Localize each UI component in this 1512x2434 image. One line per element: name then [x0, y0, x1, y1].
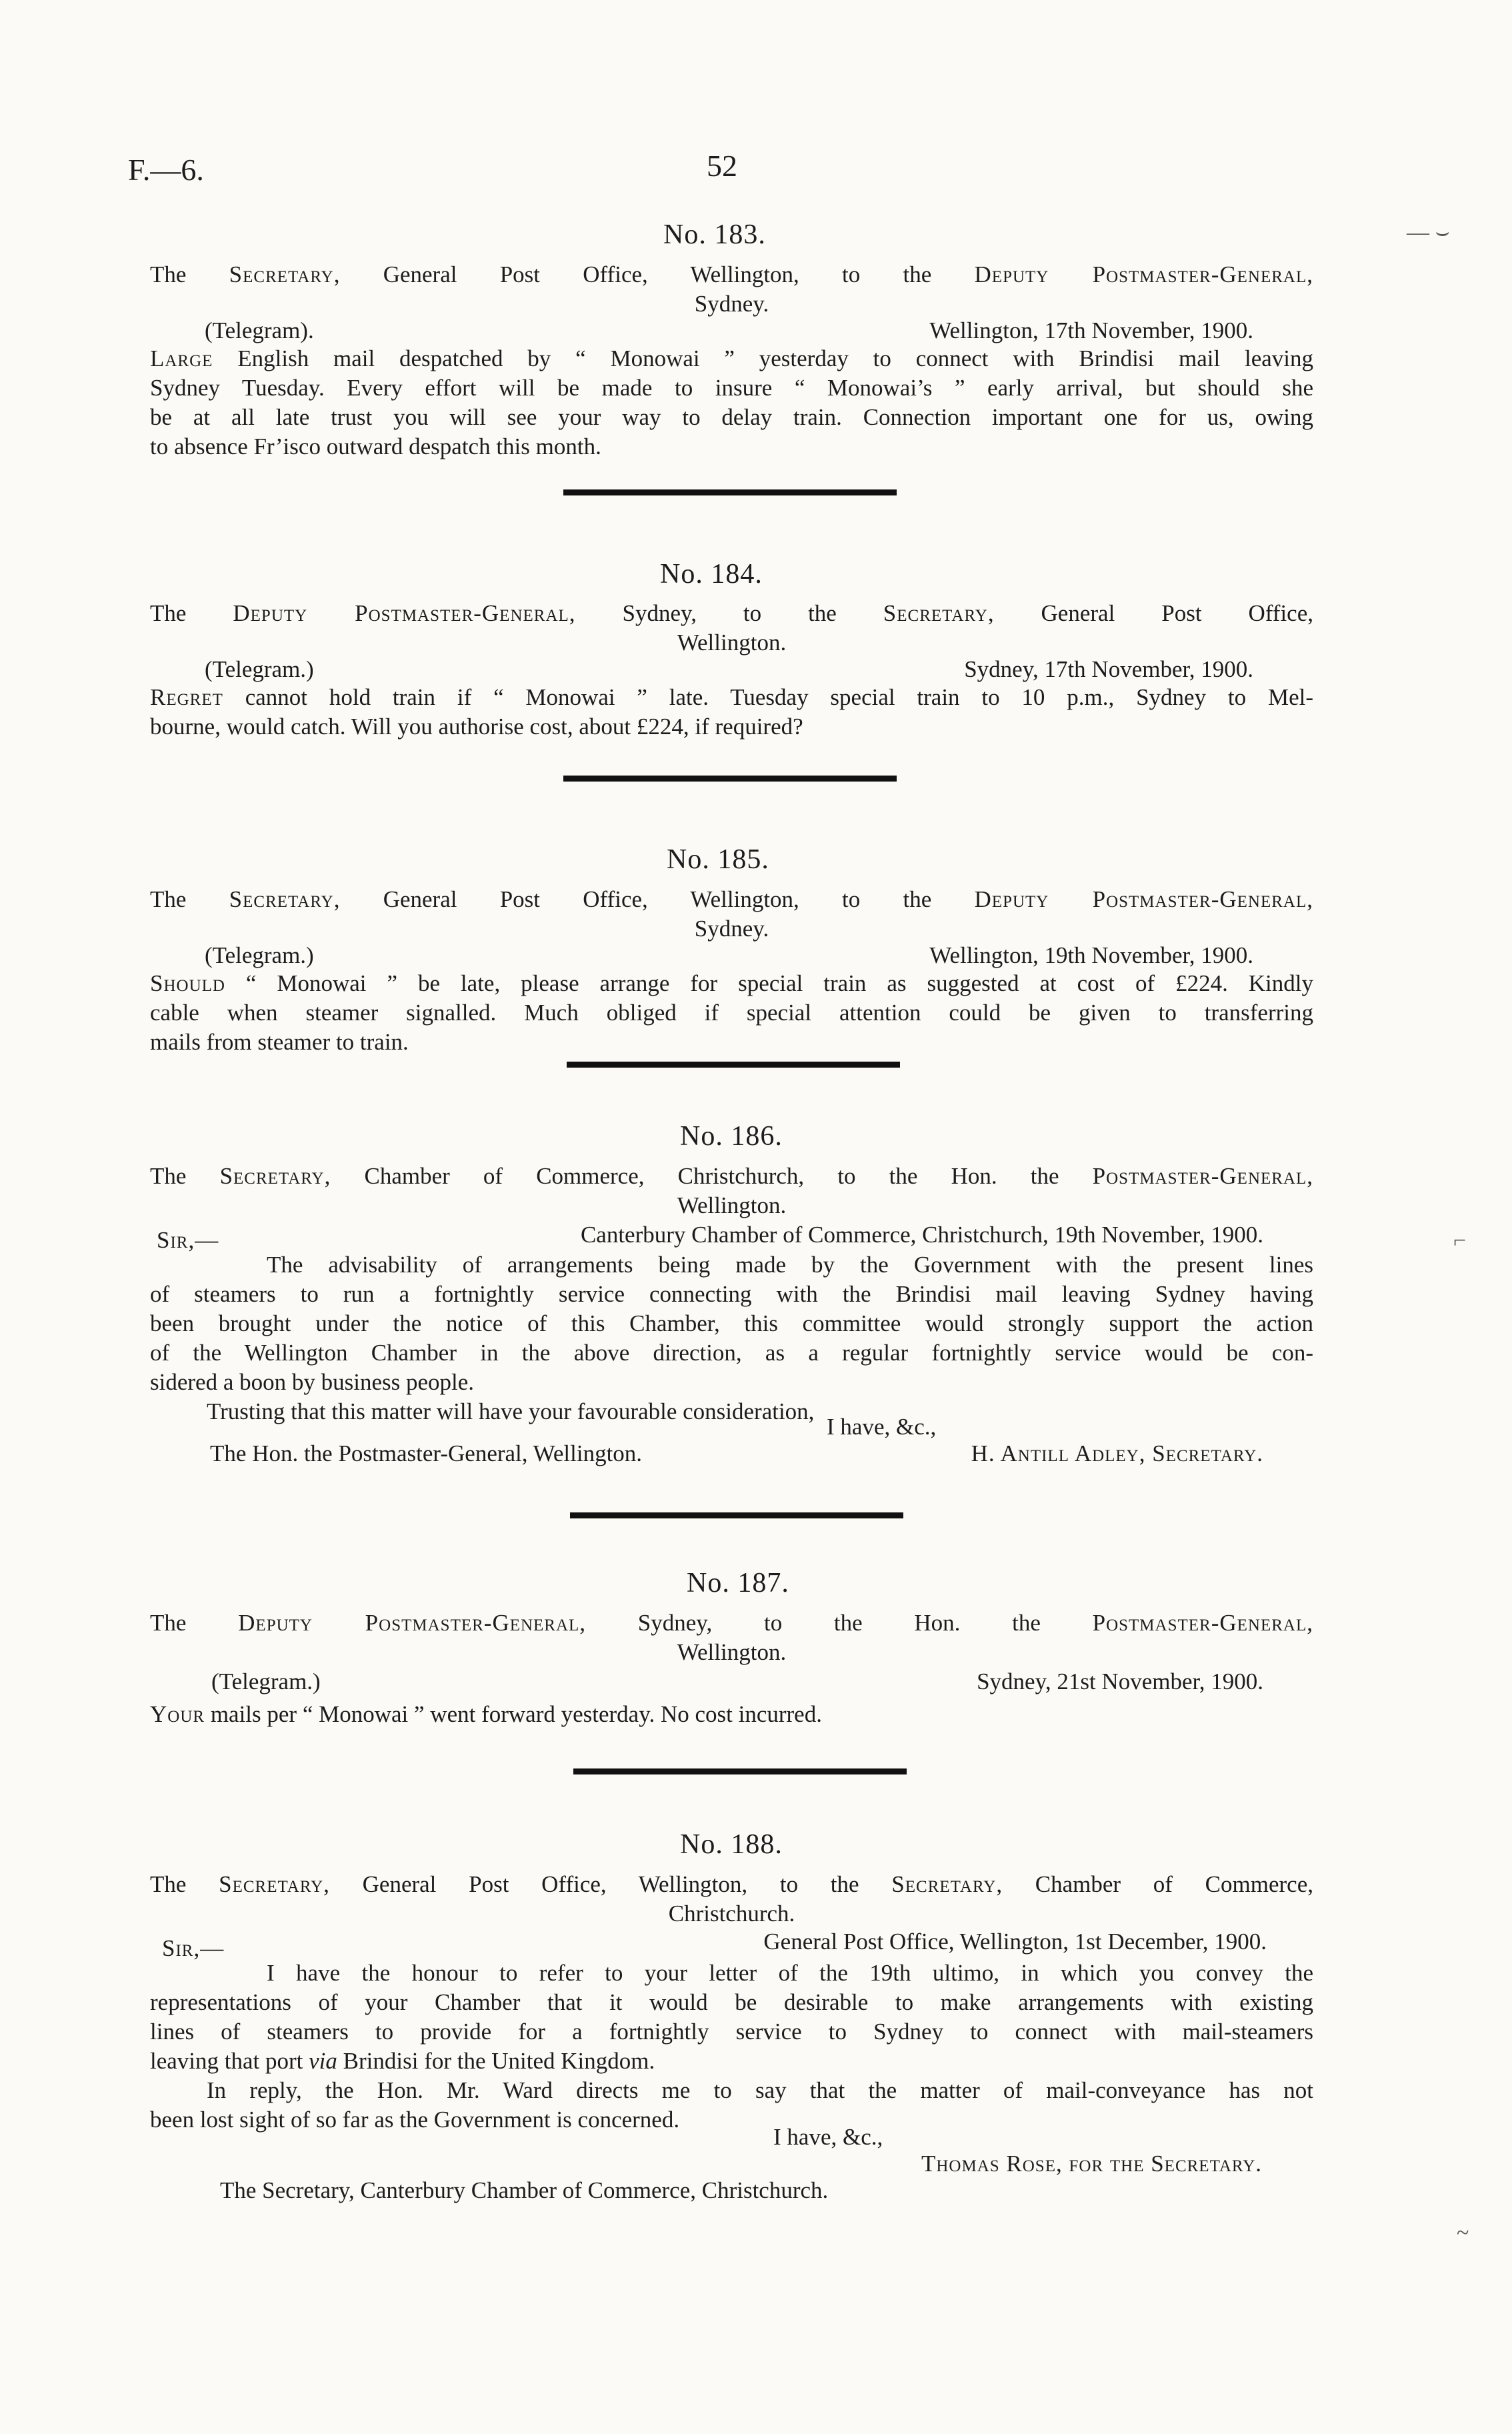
telegram-label: (Telegram.) [211, 1668, 321, 1694]
page-number: 52 [707, 149, 737, 183]
letter-number: No. 184. [660, 559, 763, 589]
salutation: Sir,— [157, 1227, 219, 1253]
letter-closing [150, 1440, 1313, 1470]
letter-number: No. 188. [680, 1829, 783, 1860]
letter-address: The Deputy Postmaster-General, Sydney, to the Secretary, General Post Office, Wellington. [150, 600, 1313, 656]
letter-meta [150, 1929, 1313, 1961]
letter-number: No. 183. [663, 219, 766, 250]
telegram-label: (Telegram.) [205, 656, 314, 682]
dateline: Canterbury Chamber of Commerce, Christchurch, 19th November, 1900. [580, 1222, 1263, 1248]
letter-number: No. 185. [667, 844, 769, 875]
letter-meta [150, 1668, 1313, 1698]
letter-number: No. 187. [687, 1568, 789, 1598]
dateline: Wellington, 17th November, 1900. [929, 317, 1253, 343]
margin-mark: ~ [1457, 2221, 1469, 2245]
letter-body: Regret cannot hold train if “ Monowai ” late. Tuesday special train to 10 p.m., Sydney to Mel- bourne, would catch. Will you authorise cost, about £224, if required? [150, 684, 1313, 740]
letter-address: The Secretary, General Post Office, Wellington, to the Deputy Postmaster-General, Sydney. [150, 886, 1313, 942]
letter-body: The advisability of arrangements being made by the Government with the present lines of steamers to run a fortnightly service connecting with the Brindisi mail leaving Sydney having been brought under the notice of this Chamber, this committee would strongly support the action of the Wellington Chamber in the above direction, as a regular fortnightly service would be con- sidered a boon by business people. Trusting that this matter will have your favourable consideration, [150, 1252, 1313, 1424]
letter-meta [150, 942, 1313, 972]
sign-off: I have, &c., [827, 1414, 937, 1440]
addressee: The Secretary, Canterbury Chamber of Commerce, Christchurch. [220, 2177, 829, 2203]
letter-meta [150, 317, 1313, 347]
section-divider [573, 1768, 907, 1774]
dateline: Sydney, 21st November, 1900. [977, 1668, 1263, 1694]
letter-meta [150, 656, 1313, 686]
letter-address: The Secretary, Chamber of Commerce, Christchurch, to the Hon. the Postmaster-General, Wellington. [150, 1163, 1314, 1218]
dateline: Sydney, 17th November, 1900. [964, 656, 1253, 682]
signature: Thomas Rose, for the Secretary. [921, 2151, 1262, 2177]
margin-mark: ⌐ [1453, 1228, 1467, 1253]
telegram-label: (Telegram.) [205, 942, 314, 968]
letter-body: Your mails per “ Monowai ” went forward yesterday. No cost incurred. [150, 1701, 822, 1727]
letter-address: The Secretary, General Post Office, Wellington, to the Deputy Postmaster-General, Sydney. [150, 261, 1313, 317]
letter-number: No. 186. [680, 1121, 783, 1152]
section-divider [570, 1512, 903, 1518]
sign-off: I have, &c., [773, 2124, 883, 2150]
addressee: The Hon. the Postmaster-General, Wellington. [210, 1440, 643, 1466]
letter-body: Should “ Monowai ” be late, please arrange for special train as suggested at cost of £224. Kindly cable when steamer signalled. Much obliged if special attention could be given to transferring mails from steamer to train. [150, 970, 1313, 1055]
letter-meta [150, 1222, 1313, 1251]
dateline: General Post Office, Wellington, 1st December, 1900. [763, 1929, 1267, 1955]
section-divider [563, 776, 897, 782]
section-divider [567, 1062, 900, 1068]
letter-body: Large English mail despatched by “ Monowai ” yesterday to connect with Brindisi mail leaving Sydney Tuesday. Every effort will be made to insure “ Monowai’s ” early arrival, but should she be at all late trust you will see your way to delay train. Connection important one for us, owing to absence Fr’isco outward despatch this month. [150, 345, 1313, 459]
letter-body: I have the honour to refer to your letter of the 19th ultimo, in which you convey the representations of your Chamber that it would be desirable to make arrangements with existing lines of steamers to provide for a fortnightly service to Sydney to connect with mail-steamers leaving that port via Brindisi for the United Kingdom. In reply, the Hon. Mr. Ward directs me to say that the matter of mail-conveyance has not been lost sight of so far as the Government is concerned. [150, 1960, 1313, 2133]
series-reference: F.—6. [128, 153, 204, 187]
section-divider [563, 489, 897, 495]
salutation: Sir,— [162, 1935, 225, 1961]
signature: H. Antill Adley, Secretary. [971, 1440, 1263, 1466]
letter-address: The Deputy Postmaster-General, Sydney, to the Hon. the Postmaster-General, Wellington. [150, 1610, 1313, 1665]
telegram-label: (Telegram). [205, 317, 314, 343]
letter-address: The Secretary, General Post Office, Wellington, to the Secretary, Chamber of Commerce, Christchurch. [150, 1871, 1313, 1927]
dateline: Wellington, 19th November, 1900. [929, 942, 1253, 968]
margin-mark: — ⌣ [1407, 220, 1450, 245]
